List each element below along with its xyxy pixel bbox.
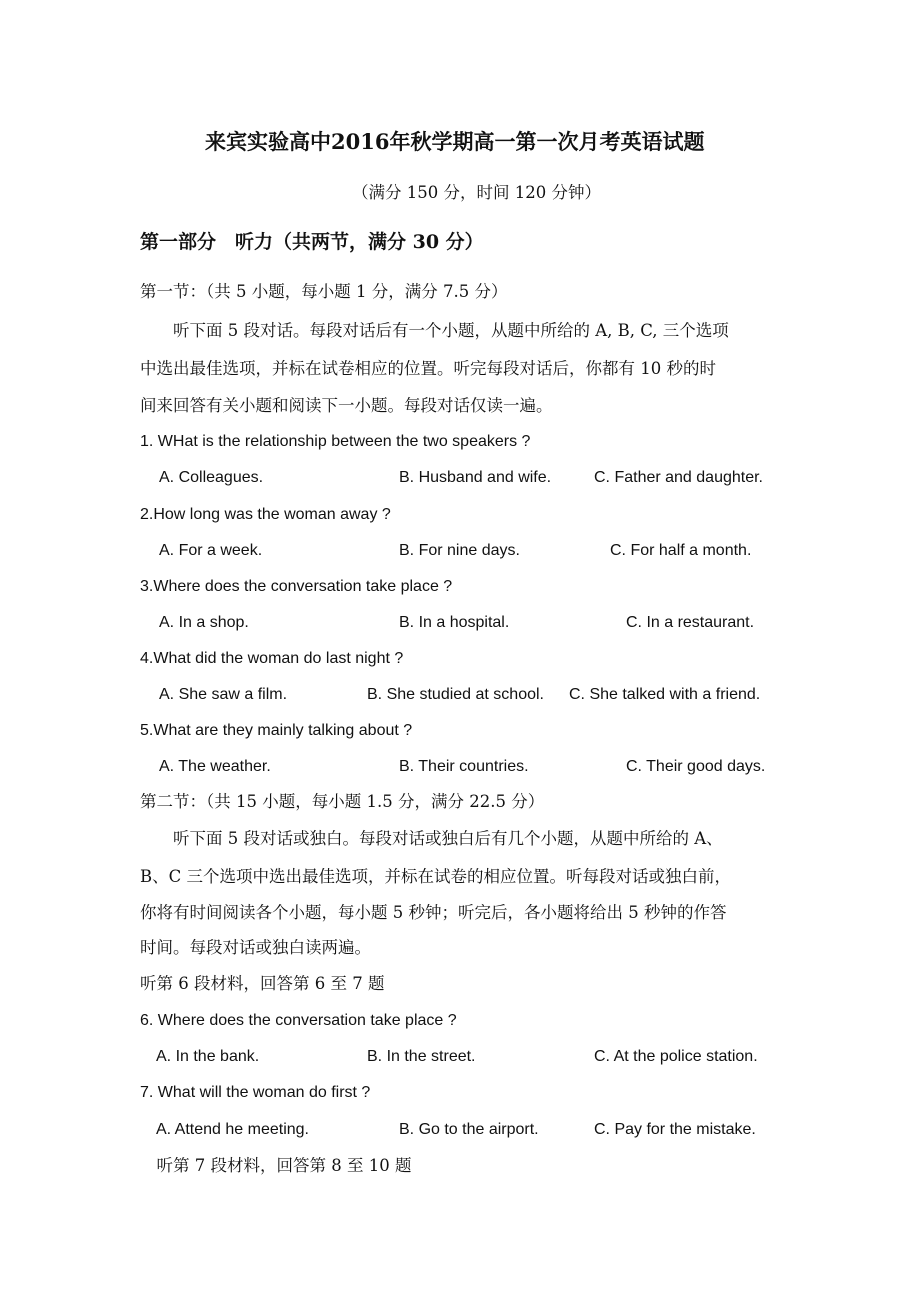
option-b: B. Go to the airport. [399,1121,539,1138]
option-b: B. Their countries. [399,758,529,775]
exam-subtitle: （满分 150 分，时间 120 分钟） [352,183,601,202]
instruction-line: 听下面 5 段对话或独白。每段对话或独白后有几个小题，从题中所给的 A、 [140,829,723,848]
question: 4.What did the woman do last night ? [140,650,404,667]
question: 2.How long was the woman away ? [140,506,391,523]
option-a: A. In the bank. [156,1048,260,1065]
option-b: B. Husband and wife. [399,469,552,486]
option-a: A. In a shop. [159,614,249,631]
option-a: A. Attend he meeting. [156,1121,309,1138]
question: 5.What are they mainly talking about ? [140,722,413,739]
option-a: A. Colleagues. [159,469,264,486]
option-b: B. She studied at school. [367,686,544,703]
option-c: C. Their good days. [626,758,766,775]
option-a: A. She saw a film. [159,686,288,703]
exam-title: 来宾实验高中2016年秋学期高一第一次月考英语试题 [205,129,705,154]
option-a: A. For a week. [159,542,263,559]
option-b: B. For nine days. [399,542,520,559]
instruction-line: 间来回答有关小题和阅读下一小题。每段对话仅读一遍。 [140,396,553,415]
section-two-heading: 第二节：（共 15 小题，每小题 1.5 分，满分 22.5 分） [140,792,545,811]
instruction-line: B、C 三个选项中选出最佳选项，并标在试卷的相应位置。听每段对话或独白前， [140,867,731,886]
question: 1. WHat is the relationship between the two speakers ? [140,433,531,450]
question: 7. What will the woman do first ? [140,1084,371,1101]
option-c: C. Father and daughter. [594,469,763,486]
instruction-line: 时间。每段对话或独白读两遍。 [140,938,371,957]
material-heading: 听第 7 段材料，回答第 8 至 10 题 [140,1156,412,1175]
option-c: C. At the police station. [594,1048,758,1065]
section-one-heading: 第一节：（共 5 小题，每小题 1 分，满分 7.5 分） [140,282,508,301]
option-a: A. The weather. [159,758,271,775]
instruction-line: 你将有时间阅读各个小题，每小题 5 秒钟；听完后，各小题将给出 5 秒钟的作答 [140,903,727,922]
question: 6. Where does the conversation take place ? [140,1012,457,1029]
material-heading: 听第 6 段材料，回答第 6 至 7 题 [140,974,385,993]
part-one-heading: 第一部分 听力（共两节，满分 30 分） [140,231,484,253]
option-c: C. Pay for the mistake. [594,1121,756,1138]
option-c: C. For half a month. [610,542,752,559]
option-c: C. She talked with a friend. [569,686,761,703]
question: 3.Where does the conversation take place ? [140,578,453,595]
instruction-line: 中选出最佳选项，并标在试卷相应的位置。听完每段对话后，你都有 10 秒的时 [140,359,716,378]
option-b: B. In the street. [367,1048,476,1065]
instruction-line: 听下面 5 段对话。每段对话后有一个小题，从题中所给的 A, B, C, 三个选项 [140,321,729,340]
option-b: B. In a hospital. [399,614,510,631]
option-c: C. In a restaurant. [626,614,755,631]
